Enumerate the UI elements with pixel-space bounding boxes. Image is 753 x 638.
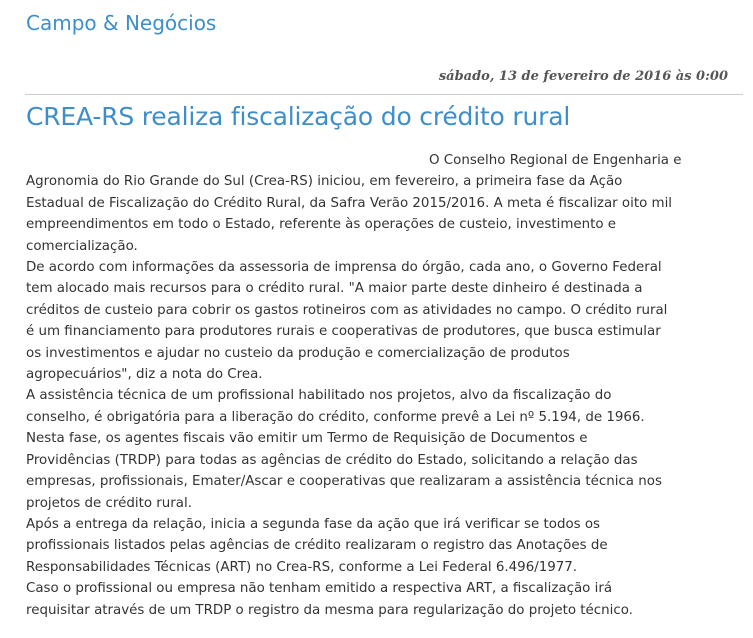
- body-line: é um financiamento para produtores rurais e cooperativas de produtores, que busca estimular: [26, 324, 661, 340]
- body-line: Providências (TRDP) para todas as agências de crédito do Estado, solicitando a relação das: [26, 452, 638, 468]
- post-body: [26, 150, 744, 621]
- body-line: empresas, profissionais, Emater/Ascar e cooperativas que realizaram a assistência técnica nos: [26, 474, 662, 490]
- body-line: créditos de custeio para cobrir os gastos rotineiros com as atividades no campo. O crédito rural: [26, 302, 668, 318]
- blog-title[interactable]: Campo & Negócios: [26, 11, 217, 35]
- body-line: projetos de crédito rural.: [26, 495, 192, 511]
- body-line: De acordo com informações da assessoria de imprensa do órgão, cada ano, o Governo Federal: [26, 260, 662, 276]
- body-line: Responsabilidades Técnicas (ART) no Crea-RS, conforme a Lei Federal 6.496/1977.: [26, 559, 578, 575]
- post-title[interactable]: CREA-RS realiza fiscalização do crédito rural: [26, 102, 571, 131]
- body-line: agropecuários", diz a nota do Crea.: [26, 367, 263, 383]
- body-line: O Conselho Regional de Engenharia e: [429, 153, 682, 168]
- body-line: requisitar através de um TRDP o registro da mesma para regularização do projeto técnico.: [26, 602, 633, 618]
- body-line: empreendimentos em todo o Estado, referente às operações de custeio, investimento e: [26, 217, 617, 233]
- body-line: Estadual de Fiscalização do Crédito Rural, da Safra Verão 2015/2016. A meta é fiscalizar oito mil: [26, 195, 673, 211]
- body-line: Após a entrega da relação, inicia a segunda fase da ação que irá verificar se todos os: [26, 516, 601, 532]
- body-line: tem alocado mais recursos para o crédito rural. "A maior parte deste dinheiro é destinada a: [26, 281, 643, 297]
- post-date: sábado, 13 de fevereiro de 2016 às 0:00: [438, 69, 728, 84]
- body-line: conselho, é obrigatória para a liberação do crédito, conforme prevê a Lei nº 5.194, de 1966.: [26, 409, 645, 425]
- body-line: os investimentos e ajudar no custeio da produção e comercialização de produtos: [26, 345, 570, 361]
- body-line: A assistência técnica de um profissional habilitado nos projetos, alvo da fiscalização do: [26, 388, 612, 404]
- body-line: Nesta fase, os agentes fiscais vão emitir um Termo de Requisição de Documentos e: [26, 431, 588, 447]
- body-line: comercialização.: [26, 238, 138, 254]
- body-line: Agronomia do Rio Grande do Sul (Crea-RS) iniciou, em fevereiro, a primeira fase da Ação: [26, 174, 623, 190]
- body-line: profissionais listados pelas agências de crédito realizaram o registro das Anotações de: [26, 538, 608, 554]
- body-line: Caso o profissional ou empresa não tenham emitido a respectiva ART, a fiscalização irá: [26, 581, 613, 597]
- date-divider: [25, 94, 743, 95]
